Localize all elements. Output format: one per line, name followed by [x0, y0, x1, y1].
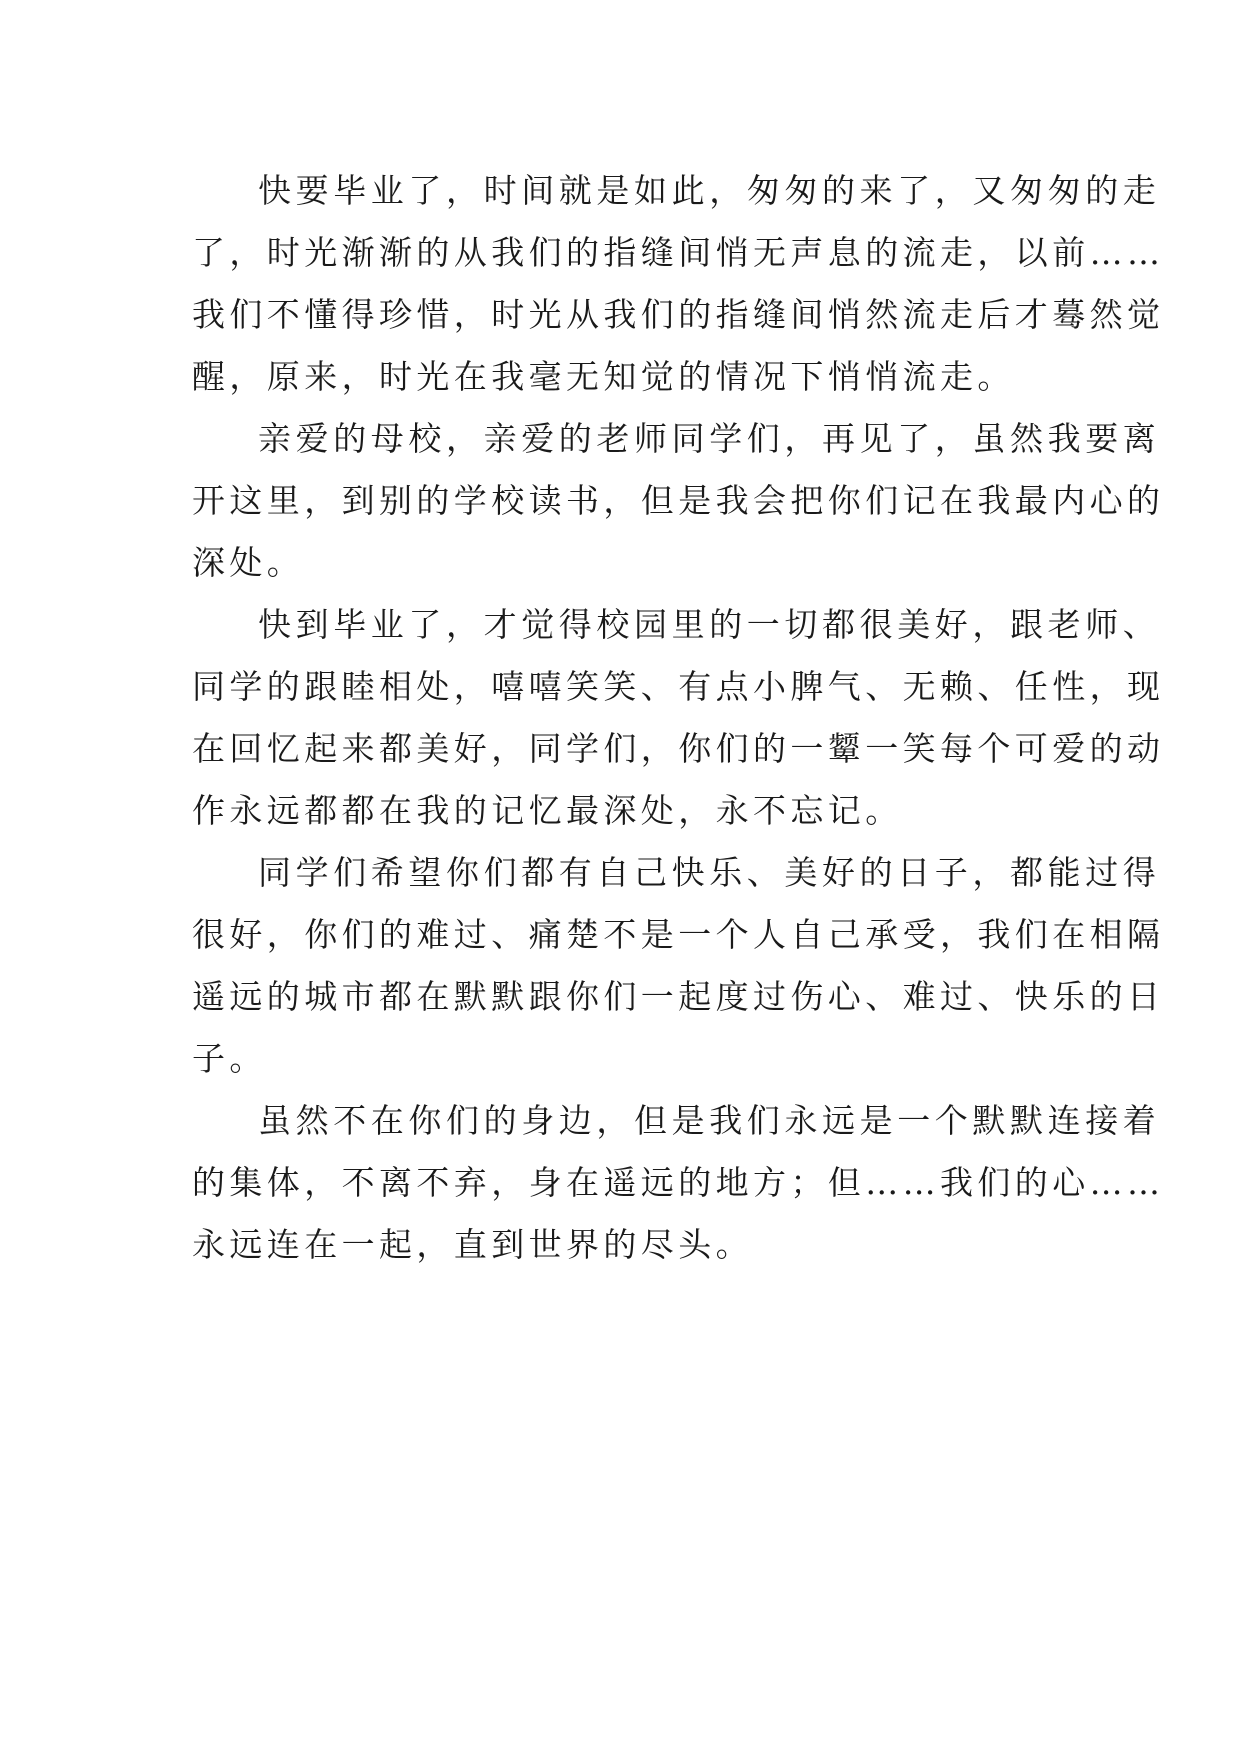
- text-line: 醒，原来，时光在我毫无知觉的情况下悄悄流走。: [192, 357, 1015, 396]
- text-line: 快要毕业了，时间就是如此，匆匆的来了，又匆匆的走: [258, 171, 1161, 210]
- text-line: 作永远都都在我的记忆最深处，永不忘记。: [192, 791, 903, 830]
- paragraph: [192, 842, 1165, 1090]
- text-line: 了，时光渐渐的从我们的指缝间悄无声息的流走，以前……: [192, 233, 1165, 272]
- text-line: 我们不懂得珍惜，时光从我们的指缝间悄然流走后才蓦然觉: [192, 295, 1165, 334]
- text-line: 开这里，到别的学校读书，但是我会把你们记在我最内心的: [192, 481, 1165, 520]
- text-line: 亲爱的母校，亲爱的老师同学们，再见了，虽然我要离: [258, 419, 1161, 458]
- text-line: 同学的跟睦相处，嘻嘻笑笑、有点小脾气、无赖、任性，现: [192, 667, 1165, 706]
- text-line: 深处。: [192, 543, 305, 582]
- paragraph: [192, 1090, 1165, 1276]
- text-line: 很好，你们的难过、痛楚不是一个人自己承受，我们在相隔: [192, 915, 1165, 954]
- text-line: 的集体，不离不弃，身在遥远的地方；但……我们的心……: [192, 1163, 1165, 1202]
- paragraph: [192, 594, 1165, 842]
- document-body: [192, 160, 1165, 1276]
- text-line: 遥远的城市都在默默跟你们一起度过伤心、难过、快乐的日: [192, 977, 1165, 1016]
- text-line: 子。: [192, 1039, 267, 1078]
- paragraph: [192, 160, 1165, 408]
- text-line: 在回忆起来都美好，同学们，你们的一颦一笑每个可爱的动: [192, 729, 1165, 768]
- paragraph: [192, 408, 1165, 594]
- text-line: 同学们希望你们都有自己快乐、美好的日子，都能过得: [258, 853, 1161, 892]
- text-line: 永远连在一起，直到世界的尽头。: [192, 1225, 753, 1264]
- text-line: 虽然不在你们的身边，但是我们永远是一个默默连接着: [258, 1101, 1161, 1140]
- text-line: 快到毕业了，才觉得校园里的一切都很美好，跟老师、: [258, 605, 1161, 644]
